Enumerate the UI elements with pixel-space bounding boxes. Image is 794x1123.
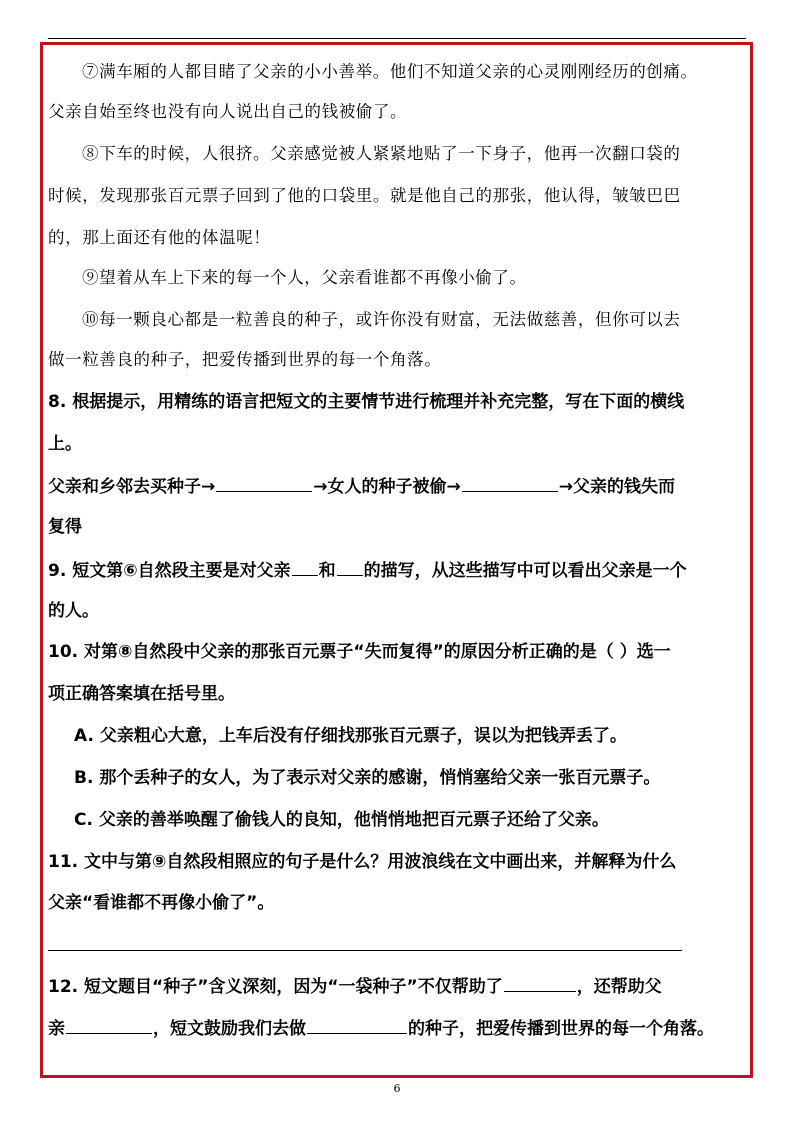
page-number: 6 (393, 1082, 401, 1095)
q8-text-c: →父亲的钱失而 (558, 477, 675, 497)
q9-text-c: 的描写，从这些描写中可以看出父亲是一个 (363, 561, 687, 581)
q10-option-a: A. 父亲粗心大意，上车后没有仔细找那张百元票子，误以为把钱弄丢了。 (74, 726, 627, 746)
question-9-line-2: 的人。 (48, 601, 99, 621)
q8-text-a: 父亲和乡邻去买种子→ (48, 477, 216, 497)
q12-text-c: 亲 (48, 1019, 65, 1039)
paragraph-8-line-1: ⑧下车的时候，人很挤。父亲感觉被人紧紧地贴了一下身子，他再一次翻口袋的 (82, 144, 681, 163)
paragraph-7-line-1: ⑦满车厢的人都目睹了父亲的小小善举。他们不知道父亲的心灵刚刚经历的创痛。 (82, 62, 698, 81)
q9-answer-blank-2[interactable] (337, 557, 363, 576)
q8-answer-blank-2[interactable] (462, 473, 558, 492)
q12-text-e: 的种子，把爱传播到世界的每一个角落。 (408, 1019, 714, 1039)
q10-option-b: B. 那个丢种子的女人，为了表示对父亲的感谢，悄悄塞给父亲一张百元票子。 (74, 768, 661, 788)
paragraph-7-line-2: 父亲自始至终也没有向人说出自己的钱被偷了。 (48, 102, 408, 121)
question-10-line-1: 10. 对第⑧自然段中父亲的那张百元票子“失而复得”的原因分析正确的是（ ）选一 (48, 642, 671, 662)
q12-answer-blank-1[interactable] (504, 973, 576, 992)
question-8-line-4: 复得 (48, 517, 82, 537)
q10-option-c: C. 父亲的善举唤醒了偷钱人的良知，他悄悄地把百元票子还给了父亲。 (74, 810, 609, 830)
q9-answer-blank-1[interactable] (292, 557, 318, 576)
q11-answer-line[interactable] (48, 950, 682, 951)
question-12-line-1 (48, 973, 662, 999)
question-11-line-1: 11. 文中与第⑨自然段相照应的句子是什么？用波浪线在文中画出来，并解释为什么 (48, 852, 677, 872)
question-10-line-2: 项正确答案填在括号里。 (48, 684, 235, 704)
q8-answer-blank-1[interactable] (216, 473, 312, 492)
question-8-line-2: 上。 (48, 434, 82, 454)
q12-text-d: ，短文鼓励我们去做 (153, 1019, 306, 1039)
paragraph-8-line-3: 的，那上面还有他的体温呢！ (48, 228, 271, 247)
paragraph-9-line-1: ⑨望着从车上下来的每一个人，父亲看谁都不再像小偷了。 (82, 268, 527, 287)
question-11-line-2: 父亲“看谁都不再像小偷了”。 (48, 893, 275, 913)
paragraph-10-line-2: 做一粒善良的种子，把爱传播到世界的每一个角落。 (48, 350, 442, 369)
paragraph-8-line-2: 时候，发现那张百元票子回到了他的口袋里。就是他自己的那张，他认得，皱皱巴巴 (48, 186, 681, 205)
q12-answer-blank-3[interactable] (307, 1015, 407, 1034)
question-8-line-3 (48, 473, 675, 499)
question-9-line-1 (48, 557, 687, 583)
q8-text-b: →女人的种子被偷→ (313, 477, 461, 497)
paragraph-10-line-1: ⑩每一颗良心都是一粒善良的种子，或许你没有财富，无法做慈善，但你可以去 (82, 310, 681, 329)
question-8-line-1: 8. 根据提示，用精练的语言把短文的主要情节进行梳理并补充完整，写在下面的横线 (48, 392, 685, 412)
q12-answer-blank-2[interactable] (66, 1015, 152, 1034)
q12-text-b: ，还帮助父 (576, 977, 662, 997)
header-rule (48, 38, 746, 39)
question-12-line-2 (48, 1015, 714, 1041)
q12-text-a: 12. 短文题目“种子”含义深刻，因为“一袋种子”不仅帮助了 (48, 977, 503, 997)
q9-text-a: 9. 短文第⑥自然段主要是对父亲 (48, 561, 291, 581)
q9-text-b: 和 (318, 561, 336, 581)
